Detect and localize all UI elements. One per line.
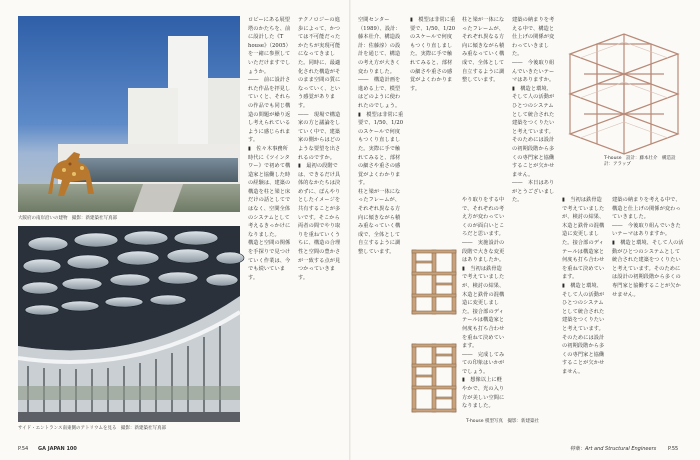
diagram1-caption: T-house 設計：藤本壮介 構造設計：アラップ	[604, 156, 676, 167]
paragraph: テクノロジーの進歩によって、かつては不可能だったかたちが実現可能になってきました。同時に、最適化された構造がそのまま空間の質になっていく、という感覚があります。	[298, 17, 341, 109]
paragraph: ―― 今後取り組んでいきたいテーマはありますか。	[512, 59, 555, 84]
right-text-column-2	[462, 196, 506, 418]
paragraph: ―― 本日はありがとうございました。	[512, 180, 555, 204]
paragraph: 建築の納まりを考える中で、構造と仕上げの関係が変わっていきました。	[612, 197, 681, 221]
magazine-name: GA JAPAN 100	[38, 446, 77, 452]
paragraph: 柱と梁が一体になったフレームが、それぞれ異なる方向に傾きながら積み重なっていく構成で、全体として自立するように調整しています。	[462, 17, 505, 84]
paragraph: ▮ 模型は非常に重要で、1/50、1/20のスケールで何度もつくり直しました。実際に手で触れてみると、部材の細さや重さの感覚がよくわかります。	[358, 111, 404, 187]
paragraph: ▮ 当初は鉄骨造で考えていましたが、検討の結果、木造と鉄骨の混構造に変更しました。接合部のディテールは構造家と何度も打ち合わせを重ねて決めています。	[462, 265, 505, 350]
building-exterior-photo	[18, 16, 240, 212]
paragraph: ▮ 佐々木事務所時代に《ツインタワー》で初めて構造家と協働した時の経験は、建築の構造を柱と梁と床だけの話としてではなく、空間全体のシステムとして考えるきっかけになりました。	[248, 145, 291, 238]
paragraph: ―― 構造計画を進める上で、模型はどのように使われたのでしょう。	[358, 77, 401, 109]
diagram2-caption: T-house 模型写真 撮影：新建築社	[466, 419, 539, 424]
section-title: 特集：Art and Structural Engineers	[570, 446, 657, 452]
paragraph: やり取りをする中で、それぞれの考え方が変わっていくのが面白いところだと思います。	[462, 197, 505, 238]
photo2-caption: サイド・エントランス南東側のアトリウムを見る 撮影：新建築社写真部	[18, 426, 167, 431]
left-page-number: P.54	[18, 446, 29, 452]
wood-frame-model-2	[410, 340, 458, 416]
paragraph: ―― 今後取り組んでいきたいテーマはありますか。	[612, 222, 681, 238]
wood-frame-model-1	[410, 246, 458, 318]
right-text-column-1b	[410, 16, 456, 192]
paragraph: 空間センター（1989）、設計：藤本壮介、構造設計：佐藤淳）の設計を通じて、構造の考え方が大きく変わりました。	[358, 17, 401, 75]
atrium-interior-photo	[18, 226, 240, 422]
paragraph: 建築の納まりを考える中で、構造と仕上げの関係が変わっていきました。	[512, 17, 555, 58]
right-text-column-5	[612, 196, 684, 418]
paragraph: ―― 完成してみての印象はいかがでしょう。	[462, 351, 505, 375]
paragraph: ―― 前に設計された作品を拝見していくと、それらの作品でも同じ構造の問題が繰り返し考えられているように感じられます。	[248, 77, 291, 144]
paragraph: 構造と空間の関係を手探りで見つけていく作業は、今でも続いています。	[248, 240, 291, 281]
paragraph: ▮ 構造と環境、そして人の活動がひとつのシステムとして統合された建築をつくりたいと考えています。そのためには設計の初期段階から多くの専門家と協働することが欠かせません。	[512, 85, 555, 178]
paragraph: ▮ 模型は非常に重要で、1/50、1/20のスケールで何度もつくり直しました。実際に手で触れてみると、部材の細さや重さの感覚がよくわかります。	[410, 17, 456, 92]
paragraph: ▮ 構造と環境、そして人の活動がひとつのシステムとして統合された建築をつくりたいと考えています。そのためには設計の初期段階から多くの専門家と協働することが欠かせません。	[612, 239, 684, 298]
horse-sculpture-icon	[40, 144, 102, 202]
paragraph: ―― 実施設計の段階で大きな変更はありましたか。	[462, 239, 505, 264]
paragraph: ▮ 構造と環境、そして人の活動がひとつのシステムとして統合された建築をつくりたいと考えています。そのためには設計の初期段階から多くの専門家と協働することが欠かせません。	[562, 282, 605, 375]
paragraph: ▮ 想像以上に軽やかで、光の入り方が美しい空間になりました。	[462, 377, 505, 410]
paragraph: ▮ 当初は鉄骨造で考えていましたが、検討の結果、木造と鉄骨の混構造に変更しました。接合部のディテールは構造家と何度も打ち合わせを重ねて決めています。	[562, 197, 605, 281]
paragraph: 柱と梁が一体になったフレームが、それぞれ異なる方向に傾きながら積み重なっていく構成で、全体として自立するように調整しています。	[358, 188, 401, 256]
page-gutter	[349, 0, 351, 460]
paragraph: ロビーにある展望塔のかたちを、前に設計した《T house》（2005）を一緒に参照していただけますでしょうか。	[248, 17, 291, 75]
right-text-column-1	[358, 16, 404, 256]
left-text-column-2	[298, 16, 344, 418]
paragraph: ▮ 最初の段階では、できるだけ具体的なかたちは決めずに、ぼんやりとしたイメージを共有することが多いです。そこから両者の間でやり取りを重ねていくうちに、構造の合理性と空間の豊かさが一致する点が見つかっていきます。	[298, 163, 341, 281]
left-text-column-1	[248, 16, 292, 418]
axonometric-frame-diagram	[560, 14, 688, 164]
right-text-column-3	[512, 16, 556, 418]
right-text-column-4	[562, 196, 606, 418]
paragraph: ―― 現場で構造家の方と議論をしていく中で、建築家の側からはどのような要望を出されるのですか。	[298, 111, 341, 161]
right-text-column-1c	[462, 16, 506, 192]
right-page-number: P.55	[668, 446, 679, 452]
photo1-caption: 大阪府の南岸沿いの建物 撮影：新建築社写真部	[18, 216, 117, 221]
